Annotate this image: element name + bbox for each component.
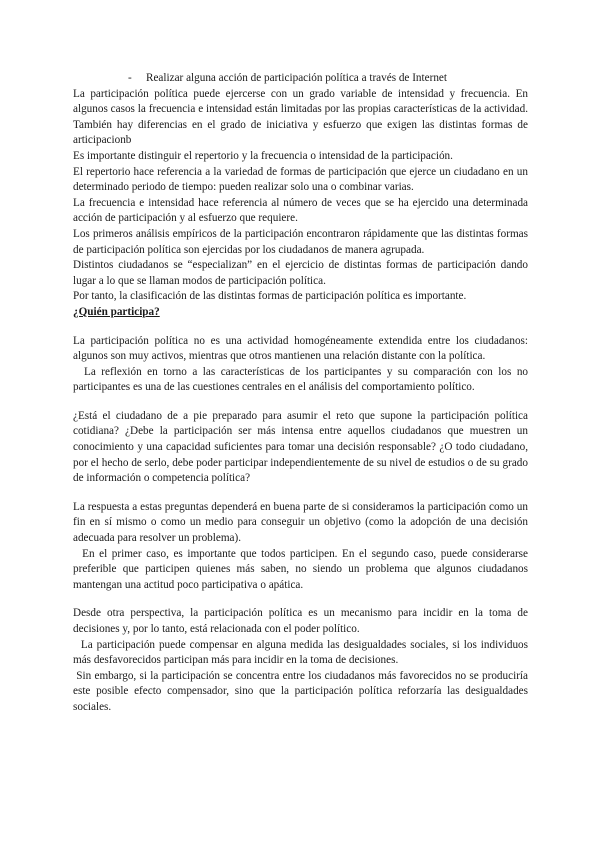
intro-paragraph: El repertorio hace referencia a la variedad de formas de participación que ejerce un ciudadano en un determinado periodo de tiempo: pueden realizar solo una o combinar varias. <box>73 165 528 194</box>
intro-paragraph: Es importante distinguir el repertorio y la frecuencia o intensidad de la participación. <box>73 149 453 162</box>
section-heading: ¿Quién participa? <box>73 305 160 318</box>
body-paragraph <box>73 365 528 396</box>
bullet-mark: - <box>128 72 132 84</box>
body-paragraph <box>73 547 528 594</box>
intro-paragraph: La frecuencia e intensidad hace referencia al número de veces que se ha ejercido una determinada acción de participación y al esfuerzo que requiere. <box>73 196 528 225</box>
intro-paragraph: Los primeros análisis empíricos de la participación encontraron rápidamente que las distintas formas de participación política son ejercidas por los ciudadanos de manera agrupada. <box>73 227 528 256</box>
intro-paragraph: Distintos ciudadanos se “especializan” en el ejercicio de distintas formas de participación dando lugar a lo que se llaman modos de participación política. <box>73 259 528 287</box>
body-paragraph: Desde otra perspectiva, la participación política es un mecanismo para incidir en la toma de decisiones y, por lo tanto, está relacionada con el poder político. <box>73 607 528 635</box>
body-paragraph-text: La participación puede compensar en alguna medida las desigualdades sociales, si los individuos más desfavorecidos participan más para incidir en la toma de decisiones. <box>73 638 529 667</box>
spacer <box>73 487 528 500</box>
body-paragraph <box>73 638 528 669</box>
spacer <box>73 396 528 409</box>
spacer <box>73 321 528 334</box>
body-paragraph: ¿Está el ciudadano de a pie preparado para asumir el reto que supone la participación política cotidiana? ¿Debe la participación ser más intensa entre aquellos ciudadanos que muestren un conocimiento y una capacidad suficientes para tomar una decisión responsable? ¿O todo ciudadano, por el hecho de serlo, debe poder participar independientemente de su nivel de estudios o de su grado de información o competencia política? <box>73 409 528 485</box>
body-paragraph <box>73 669 528 716</box>
body-paragraph: La respuesta a estas preguntas dependerá en buena parte de si consideramos la participación como un fin en sí mismo o como un medio para conseguir un objetivo (como la adopción de una decisión adecuada para resolver un problema). <box>73 500 528 545</box>
intro-paragraph: La participación política puede ejercerse con un grado variable de intensidad y frecuencia. En algunos casos la frecuencia e intensidad están limitadas por las propias características de la actividad. También hay diferencias en el grado de iniciativa y esfuerzo que exigen las distintas formas de articipacionb <box>73 87 528 147</box>
body-paragraph-text: La reflexión en torno a las características de los participantes y su comparación con los no participantes es una de las cuestiones centrales en el análisis del comportamiento político. <box>73 365 529 394</box>
body-paragraph: La participación política no es una actividad homogéneamente extendida entre los ciudadanos: algunos son muy activos, mientras que otros mantienen una relación distante con la política. <box>73 334 528 363</box>
bullet-item <box>73 71 528 87</box>
body-paragraph-text: En el primer caso, es importante que todos participen. En el segundo caso, puede considerarse preferible que participen quienes más saben, no siendo un problema que algunos ciudadanos mantengan una actitud poco participativa o apática. <box>73 547 528 591</box>
bullet-text: Realizar alguna acción de participación política a través de Internet <box>146 72 447 84</box>
body-paragraph-text: Sin embargo, si la participación se concentra entre los ciudadanos más favorecidos no se produciría este posible efecto compensador, sino que la participación política reforzaría las desigualdades sociales. <box>73 669 528 713</box>
spacer <box>73 593 528 606</box>
intro-paragraph: Por tanto, la clasificación de las distintas formas de participación política es importante. <box>73 290 467 303</box>
document-page <box>73 71 528 716</box>
